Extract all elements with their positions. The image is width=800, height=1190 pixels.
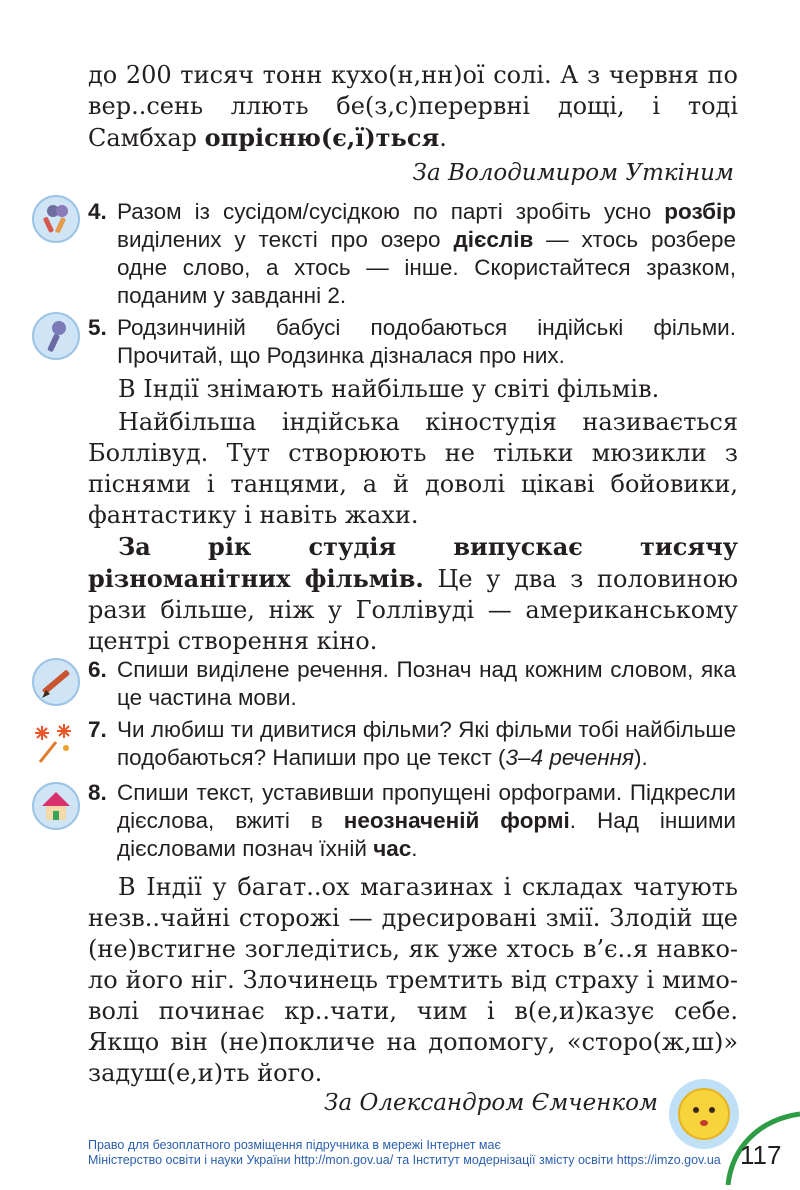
microphone-icon	[32, 312, 80, 360]
paragraph-india-2	[88, 407, 738, 531]
footer-line: Право для безоплатного розміщення підручника в мережі Інтернет має	[88, 1138, 501, 1152]
text: Разом із сусідом/сусідкою по парті зробіть усно	[117, 199, 665, 224]
footer-line: Міністерство освіти і науки України http://mon.gov.ua/ та Інститут модернізації змісту освіти https://imzo.gov.ua	[88, 1153, 721, 1167]
text: виділених у тексті про озеро	[117, 227, 454, 252]
text: Спиши виділене речення. Познач над кожним словом, яка це частина мови.	[117, 657, 736, 710]
task-8	[88, 779, 736, 863]
pen-icon	[32, 658, 80, 706]
paragraph-salt	[88, 60, 738, 154]
text: Чи любиш ти дивитися фільми? Які фільми тобі найбільше подобаються? Напиши про це текст (	[117, 717, 736, 770]
text: .	[411, 836, 418, 861]
italic-text: 3–4 речення	[505, 745, 635, 770]
task-4	[88, 198, 736, 310]
copyright-footer	[88, 1138, 721, 1168]
task-number: 5.	[88, 315, 107, 340]
text: ).	[634, 745, 648, 770]
text: Спиши текст, уставивши пропущені орфограми. Підкресли дієслова, вжиті в	[117, 780, 736, 833]
bold-word: опрісню(є,ї)ться	[204, 123, 440, 152]
bold-word: неозначеній формі	[343, 808, 570, 833]
text: Найбільша індійська кіностудія називається Боллівуд. Тут створюють не тільки мюзикли з піснями і танцями, а й доволі цікаві бойовики, фантастику і навіть жахи.	[88, 408, 738, 529]
attribution-emchenko: За Олександром Ємченком	[324, 1090, 658, 1116]
task-number: 6.	[88, 657, 107, 682]
bold-sentence: За рік студія випускає тисячу різноманітних фільмів.	[88, 532, 738, 593]
text: Це у два з половиною рази більше, ніж у Голлівуді — американському центрі створення кіно.	[88, 565, 738, 655]
bold-word: розбір	[664, 199, 736, 224]
task-number: 7.	[88, 717, 107, 742]
text: . Над іншими дієсловами познач їхній	[117, 808, 736, 861]
text: до 200 тисяч тонн кухо(н,нн)ої солі. А з червня по вер..сень ллють бе(з,с)перервні дощі, і тоді Самбхар	[88, 61, 738, 152]
task-6	[88, 656, 736, 712]
paragraph-snakes: В Індії у багат..ох магазинах і складах чатують незв..чайні сторожі — дресировані змії. Злодій ще (не)встигне зогледітись, як уже хтось в’є..я навколо його ніг. Злочинець тремтить від страху і мимоволі починає кр..чати, чим і в(е,и)казує себе. Якщо він (не)покличе на допомогу, «сторо(ж,ш)» задуш(е,и)ть його.	[88, 873, 738, 1087]
text: Родзинчиній бабусі подобаються індійські фільми. Прочитай, що Родзинка дізналася про них.	[117, 315, 736, 368]
microphones-icon	[32, 195, 80, 243]
text: — хтось розбере одне слово, а хтось — інше. Скористайтеся зразком, поданим у завданні 2.	[117, 227, 736, 308]
bold-word: дієслів	[453, 227, 534, 252]
paragraph-india-1: В Індії знімають найбільше у світі фільмів.	[118, 375, 660, 403]
task-number: 8.	[88, 780, 107, 805]
task-number: 4.	[88, 199, 107, 224]
paragraph-india-3	[88, 531, 738, 657]
house-icon	[32, 782, 80, 830]
task-5	[88, 314, 736, 370]
page-number: 117	[740, 1140, 782, 1170]
task-7	[88, 716, 736, 772]
fireworks-icon	[30, 718, 78, 766]
bold-word: час	[373, 836, 412, 861]
text: .	[439, 124, 447, 152]
attribution-utkin: За Володимиром Уткіним	[412, 160, 734, 186]
